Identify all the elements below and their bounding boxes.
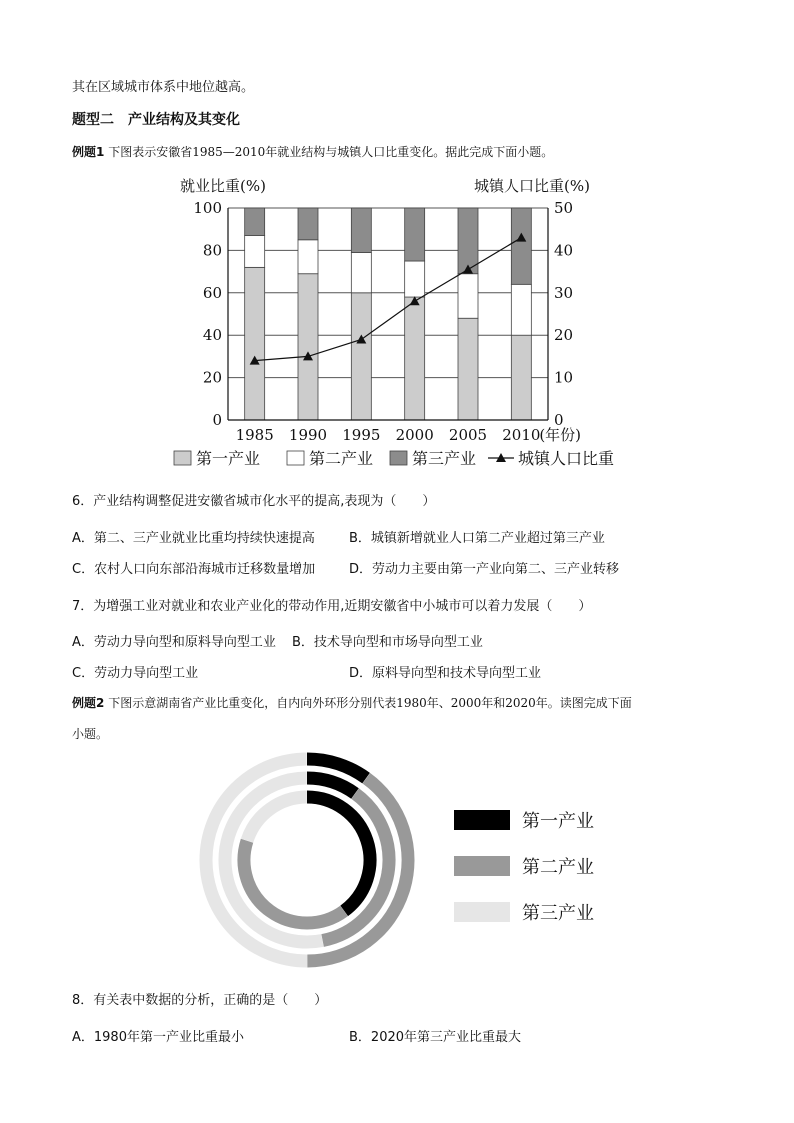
q8-option-a[interactable]: A．1980年第一产业比重最小 xyxy=(72,1030,244,1045)
y-axis-label-right: 城镇人口比重(%) xyxy=(474,177,590,195)
y-tick-left: 80 xyxy=(202,241,222,260)
legend-label-1: 第一产业 xyxy=(196,449,261,468)
q6-stem: 6．产业结构调整促进安徽省城市化水平的提高,表现为（ ） xyxy=(72,494,436,509)
x-tick: 2010 xyxy=(502,426,541,444)
y-tick-right: 0 xyxy=(554,411,564,429)
bar-segment-2010-2 xyxy=(511,284,531,335)
y-tick-left: 60 xyxy=(202,283,222,302)
q8-option-b[interactable]: B．2020年第三产业比重最大 xyxy=(349,1030,522,1045)
legend-swatch-1 xyxy=(174,451,191,465)
y-tick-left: 20 xyxy=(202,368,222,387)
example1-text: 下图表示安徽省1985—2010年就业结构与城镇人口比重变化。据此完成下面小题。 xyxy=(108,145,554,159)
bar-segment-2000-1 xyxy=(405,297,425,420)
y-tick-right: 10 xyxy=(554,368,574,387)
bar-segment-1990-2 xyxy=(298,240,318,274)
bar-segment-2000-2 xyxy=(405,261,425,297)
bar-segment-2005-2 xyxy=(458,274,478,319)
employment-structure-chart xyxy=(160,168,640,473)
example1-line xyxy=(72,143,553,160)
legend-label-line: 城镇人口比重 xyxy=(518,449,615,468)
legend-swatch-3 xyxy=(390,451,407,465)
example2-text: 下图示意湖南省产业比重变化，自内向外环形分别代表1980年、2000年和2020年。读图完成下面 xyxy=(108,696,632,710)
x-tick: 1985 xyxy=(235,426,274,444)
bar-segment-2010-3 xyxy=(511,208,531,284)
ring-segment-1980年-2 xyxy=(244,841,344,923)
bar-segment-2005-3 xyxy=(458,208,478,274)
section-title: 题型二 产业结构及其变化 xyxy=(72,112,240,128)
y-tick-right: 30 xyxy=(554,283,574,302)
y-tick-left: 100 xyxy=(193,199,222,217)
q7-stem: 7．为增强工业对就业和农业产业化的带动作用,近期安徽省中小城市可以着力发展（ ） xyxy=(72,599,592,614)
bar-segment-1990-1 xyxy=(298,274,318,420)
example2-line-cont: 小题。 xyxy=(72,727,109,741)
x-tick: 1990 xyxy=(288,426,328,444)
bar-segment-1990-3 xyxy=(298,208,318,240)
x-tick: 2005 xyxy=(448,426,488,444)
bar-segment-2005-1 xyxy=(458,318,478,420)
y-axis-label-left: 就业比重(%) xyxy=(180,177,266,195)
ring-legend-swatch-2 xyxy=(454,856,510,876)
x-tick: 2000 xyxy=(395,426,434,444)
q6-option-c[interactable]: C．农村人口向东部沿海城市迁移数量增加 xyxy=(72,562,316,577)
q7-option-d[interactable]: D．原料导向型和技术导向型工业 xyxy=(349,666,542,681)
q8-stem: 8．有关表中数据的分析，正确的是（ ） xyxy=(72,993,328,1008)
q7-option-a[interactable]: A．劳动力导向型和原料导向型工业 xyxy=(72,635,276,650)
y-tick-left: 0 xyxy=(212,411,222,429)
bar-segment-1995-3 xyxy=(351,208,371,253)
y-tick-right: 50 xyxy=(554,199,574,217)
bar-segment-1995-1 xyxy=(351,293,371,420)
bar-segment-1995-2 xyxy=(351,253,371,293)
ring-legend-label-1: 第一产业 xyxy=(522,811,594,832)
bar-segment-1985-2 xyxy=(245,236,265,268)
q6-option-d[interactable]: D．劳动力主要由第一产业向第二、三产业转移 xyxy=(349,562,620,577)
bar-segment-1985-3 xyxy=(245,208,265,236)
legend-swatch-2 xyxy=(287,451,304,465)
intro-line: 其在区域城市体系中地位越高。 xyxy=(72,80,255,95)
example2-line xyxy=(72,694,632,711)
bar-segment-1985-1 xyxy=(245,267,265,420)
y-tick-right: 40 xyxy=(554,241,574,260)
x-tick: 1995 xyxy=(342,426,381,444)
ring-legend-label-2: 第二产业 xyxy=(522,857,594,878)
ring-legend-label-3: 第三产业 xyxy=(522,903,594,924)
ring-legend-swatch-1 xyxy=(454,810,510,830)
legend-label-3: 第三产业 xyxy=(412,449,477,468)
q6-option-b[interactable]: B．城镇新增就业人口第二产业超过第三产业 xyxy=(349,531,605,546)
ring-legend-swatch-3 xyxy=(454,902,510,922)
bar-segment-2000-3 xyxy=(405,208,425,261)
urban-population-line xyxy=(255,238,522,361)
industry-ring-chart xyxy=(190,740,620,980)
bar-segment-2010-1 xyxy=(511,335,531,420)
q7-option-b[interactable]: B．技术导向型和市场导向型工业 xyxy=(292,635,483,650)
ring-segment-1980年-1 xyxy=(307,797,370,911)
y-tick-right: 20 xyxy=(554,326,574,345)
q6-option-a[interactable]: A．第二、三产业就业比重均持续快速提高 xyxy=(72,531,315,546)
q7-option-c[interactable]: C．劳动力导向型工业 xyxy=(72,666,199,681)
example1-label: 例题1 xyxy=(72,145,105,159)
legend-label-2: 第二产业 xyxy=(309,449,374,468)
example2-label: 例题2 xyxy=(72,696,105,710)
x-axis-unit: (年份) xyxy=(539,426,582,444)
y-tick-left: 40 xyxy=(202,326,222,345)
